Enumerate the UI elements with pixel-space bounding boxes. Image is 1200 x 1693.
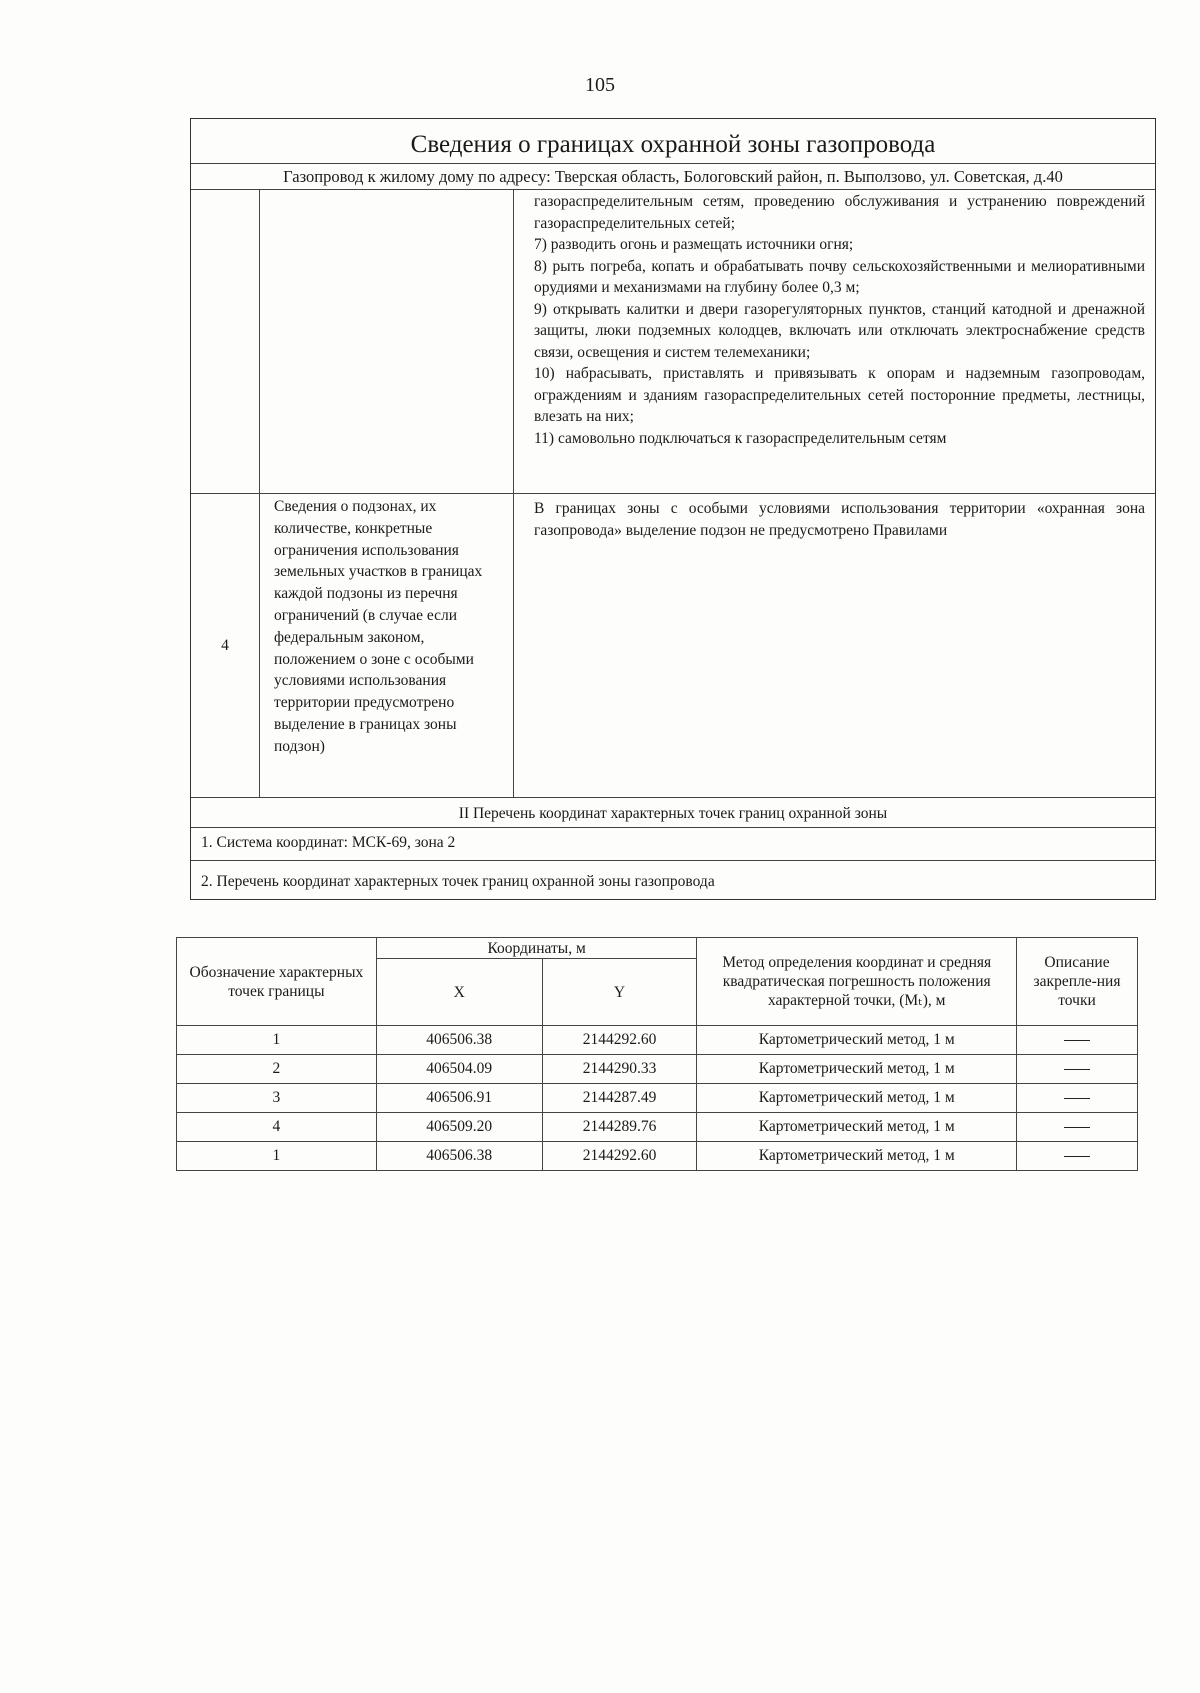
document-title: Сведения о границах охранной зоны газопровода: [410, 131, 936, 158]
y-value: 2144287.49: [542, 1084, 697, 1113]
restrictions-cell: [513, 190, 1155, 493]
restriction-item: газораспределительным сетям, проведению обслуживания и устранению повреждений газораспределительных сетей;: [534, 193, 1145, 232]
coordinate-system: 1. Система координат: МСК-69, зона 2: [191, 827, 1155, 860]
header-description: Описание закрепле-ния точки: [1017, 938, 1138, 1026]
method-value: Картометрический метод, 1 м: [697, 1026, 1017, 1055]
x-value: 406506.91: [376, 1084, 542, 1113]
description-dash: [1017, 1055, 1138, 1084]
y-value: 2144292.60: [542, 1026, 697, 1055]
header-method: Метод определения координат и средняя квадратическая погрешность положения характерной точки, (Mₜ), м: [697, 938, 1017, 1026]
header-x: X: [376, 959, 542, 1026]
point-id: 2: [177, 1055, 377, 1084]
restriction-item: 10) набрасывать, приставлять и привязывать к опорам и надземным газопроводам, ограждениям и зданиям газораспределительных сетей посторонние предметы, лестницы, влезать на них;: [534, 365, 1145, 425]
row-number-cell: [191, 190, 259, 493]
point-id: 3: [177, 1084, 377, 1113]
row-number: 4: [221, 636, 229, 654]
x-value: 406509.20: [376, 1113, 542, 1142]
method-value: Картометрический метод, 1 м: [697, 1113, 1017, 1142]
y-value: 2144292.60: [542, 1142, 697, 1171]
description-dash: [1017, 1026, 1138, 1055]
restrictions-row: [191, 189, 1155, 493]
table-row: [177, 1142, 1138, 1171]
x-value: 406504.09: [376, 1055, 542, 1084]
method-value: Картометрический метод, 1 м: [697, 1142, 1017, 1171]
restriction-item: 7) разводить огонь и размещать источники огня;: [534, 236, 854, 253]
coordinates-table: [176, 937, 1138, 1171]
point-id: 1: [177, 1142, 377, 1171]
y-value: 2144289.76: [542, 1113, 697, 1142]
coordinates-list-title: 2. Перечень координат характерных точек границ охранной зоны газопровода: [191, 860, 1155, 899]
point-id: 4: [177, 1113, 377, 1142]
zone-info-table: [190, 118, 1156, 900]
header-y: Y: [542, 959, 697, 1026]
method-value: Картометрический метод, 1 м: [697, 1084, 1017, 1113]
description-dash: [1017, 1142, 1138, 1171]
table-row: [177, 1113, 1138, 1142]
subzones-label: Сведения о подзонах, их количестве, конкретные ограничения использования земельных участков в границах каждой подзоны из перечня ограничений (в случае если федеральным законом, положением о зоне с особыми условиями использования территории предусмотрено выделение в границах зоны подзон): [259, 494, 513, 797]
table-row: [177, 1055, 1138, 1084]
header-point: Обозначение характерных точек границы: [177, 938, 377, 1026]
table-row: [177, 1084, 1138, 1113]
row-label-cell: [259, 190, 513, 493]
subzones-value: В границах зоны с особыми условиями использования территории «охранная зона газопровода» выделение подзон не предусмотрено Правилами: [513, 494, 1155, 797]
header-coords: Координаты, м: [376, 938, 697, 959]
restriction-item: 11) самовольно подключаться к газораспределительным сетям: [534, 429, 947, 447]
description-dash: [1017, 1113, 1138, 1142]
object-address: Газопровод к жилому дому по адресу: Тверская область, Бологовский район, п. Выползово, ул. Советская, д.40: [191, 163, 1155, 189]
method-value: Картометрический метод, 1 м: [697, 1055, 1017, 1084]
x-value: 406506.38: [376, 1026, 542, 1055]
restriction-item: 9) открывать калитки и двери газорегуляторных пунктов, станций катодной и дренажной защиты, люки подземных колодцев, включать или отключать электроснабжение средств связи, освещения и систем телемеханики;: [534, 300, 1145, 361]
page-number: 105: [585, 74, 615, 96]
section-title: II Перечень координат характерных точек границ охранной зоны: [191, 797, 1155, 827]
restriction-item: 8) рыть погреба, копать и обрабатывать почву сельскохозяйственными и мелиоративными орудиями и механизмами на глубину более 0,3 м;: [534, 257, 1145, 296]
description-dash: [1017, 1084, 1138, 1113]
y-value: 2144290.33: [542, 1055, 697, 1084]
x-value: 406506.38: [376, 1142, 542, 1171]
table-row: [177, 1026, 1138, 1055]
subzones-row: [191, 493, 1155, 797]
point-id: 1: [177, 1026, 377, 1055]
